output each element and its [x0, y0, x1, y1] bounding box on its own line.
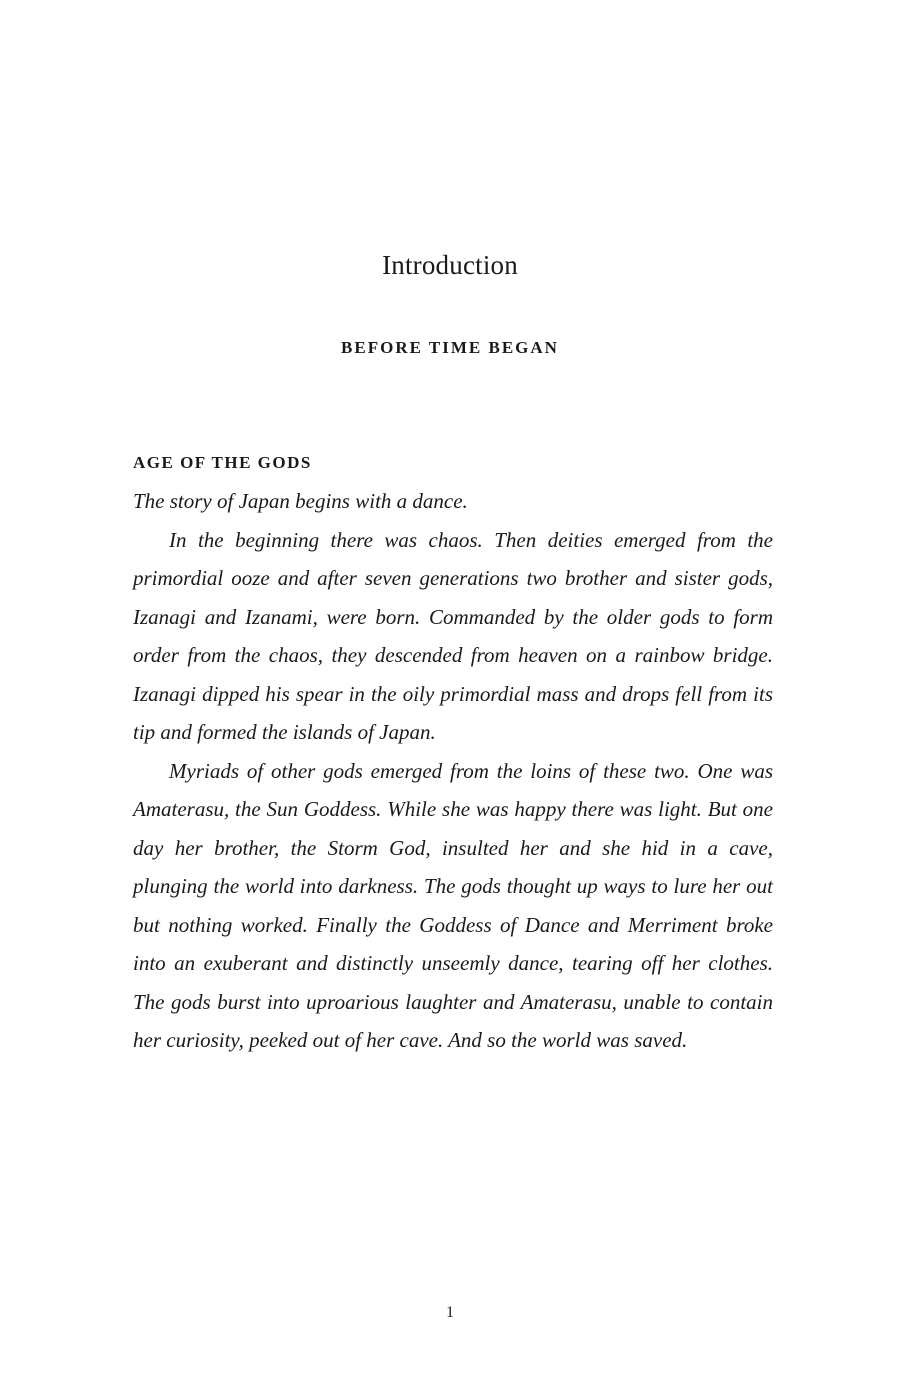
page-number: 1: [446, 1304, 454, 1321]
section-body: [133, 450, 773, 1060]
amaterasu-paragraph: Myriads of other gods emerged from the loins of these two. One was Amaterasu, the Sun Goddess. While she was happy there was light. But one day her brother, the Storm God, insulted her and she hid in a cave, plunging the world into darkness. The gods thought up ways to lure her out but nothing worked. Finally the Goddess of Dance and Merriment broke into an exuberant and distinctly unseemly dance, tearing off her clothes. The gods burst into uproarious laughter and Amaterasu, unable to contain her curiosity, peeked out of her cave. And so the world was saved.: [133, 758, 773, 1052]
chapter-subtitle: BEFORE TIME BEGAN: [341, 338, 559, 357]
opening-paragraph: The story of Japan begins with a dance.: [133, 489, 468, 513]
chapter-title: Introduction: [382, 250, 518, 280]
section-heading: AGE OF THE GODS: [133, 453, 312, 472]
creation-paragraph: In the beginning there was chaos. Then deities emerged from the primordial ooze and after seven generations two brother and sister gods, Izanagi and Izanami, were born. Commanded by the older gods to form order from the chaos, they descended from heaven on a rainbow bridge. Izanagi dipped his spear in the oily primordial mass and drops fell from its tip and formed the islands of Japan.: [133, 527, 773, 744]
